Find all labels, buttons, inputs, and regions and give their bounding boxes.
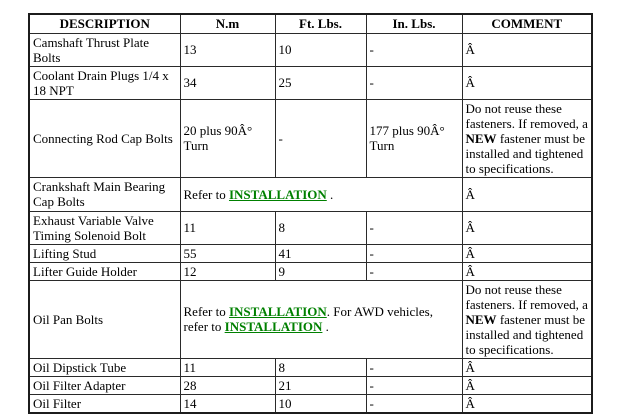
col-header-nm: N.m [180, 14, 275, 33]
cell-nm: 11 [180, 211, 275, 244]
installation-link[interactable]: INSTALLATION [224, 319, 323, 334]
cell-ftlbs: 41 [275, 244, 366, 262]
cell-description: Camshaft Thrust Plate Bolts [29, 33, 180, 66]
installation-link[interactable]: INSTALLATION [228, 186, 327, 202]
cell-nm: 28 [180, 376, 275, 394]
cell-inlbs: - [366, 262, 462, 280]
cell-refer-installation-awd [180, 280, 462, 358]
cell-nm: 11 [180, 358, 275, 376]
table-row-crankshaft-main-bearing-cap-bolts [29, 177, 592, 211]
cell-ftlbs: 8 [275, 358, 366, 376]
table-row-lifting-stud [29, 244, 592, 262]
cell-comment: Â [462, 66, 592, 99]
cell-description: Lifter Guide Holder [29, 262, 180, 280]
refer-text: . [326, 186, 334, 202]
cell-comment: Â [462, 177, 592, 211]
header-row [29, 14, 592, 33]
cell-comment: Â [462, 376, 592, 394]
cell-ftlbs: 9 [275, 262, 366, 280]
cell-description: Oil Pan Bolts [29, 280, 180, 358]
col-header-inlbs: In. Lbs. [366, 14, 462, 33]
cell-description: Coolant Drain Plugs 1/4 x 18 NPT [29, 66, 180, 99]
reuse-warning-text: Do not reuse these fasteners. If removed, a [465, 281, 588, 312]
refer-text: . [322, 319, 329, 334]
table-row-coolant-drain-plugs [29, 66, 592, 99]
col-header-ftlbs: Ft. Lbs. [275, 14, 366, 33]
cell-inlbs: - [366, 244, 462, 262]
cell-comment: Â [462, 358, 592, 376]
reuse-warning-bold: NEW [465, 311, 497, 327]
table-row-exhaust-vvt-solenoid-bolt [29, 211, 592, 244]
table-row-oil-filter-adapter [29, 376, 592, 394]
cell-inlbs: 177 plus 90Â° Turn [366, 99, 462, 177]
col-header-comment: COMMENT [462, 14, 592, 33]
cell-nm: 12 [180, 262, 275, 280]
cell-ftlbs: 10 [275, 33, 366, 66]
cell-comment: Â [462, 211, 592, 244]
cell-description: Oil Filter [29, 394, 180, 413]
document-page [0, 13, 634, 413]
cell-inlbs: - [366, 376, 462, 394]
cell-nm: 13 [180, 33, 275, 66]
cell-ftlbs: 21 [275, 376, 366, 394]
cell-ftlbs: 10 [275, 394, 366, 413]
cell-nm: 34 [180, 66, 275, 99]
cell-description: Oil Filter Adapter [29, 376, 180, 394]
refer-text: Refer to [183, 186, 229, 202]
cell-comment: Â [462, 244, 592, 262]
reuse-warning-text: Do not reuse these fasteners. If removed, a [465, 100, 588, 131]
cell-ftlbs: 25 [275, 66, 366, 99]
reuse-warning-bold: NEW [465, 130, 497, 146]
table-row-lifter-guide-holder [29, 262, 592, 280]
table-row-camshaft-thrust-plate-bolts [29, 33, 592, 66]
table-row-oil-pan-bolts [29, 280, 592, 358]
cell-comment: Â [462, 33, 592, 66]
reuse-warning-text: fastener must be installed and tightened to specifications. [465, 130, 586, 176]
installation-link[interactable]: INSTALLATION [228, 304, 327, 319]
cell-description: Connecting Rod Cap Bolts [29, 99, 180, 177]
cell-nm: 20 plus 90Â° Turn [180, 99, 275, 177]
cell-comment-reuse-warning [462, 99, 592, 177]
reuse-warning-text: fastener must be installed and tightened to specifications. [465, 311, 586, 357]
cell-description: Crankshaft Main Bearing Cap Bolts [29, 177, 180, 211]
col-header-description: DESCRIPTION [29, 14, 180, 33]
cell-ftlbs: 8 [275, 211, 366, 244]
refer-text: . For AWD vehicles, refer to [183, 304, 433, 334]
refer-text: Refer to [183, 304, 229, 319]
cell-description: Exhaust Variable Valve Timing Solenoid Bolt [29, 211, 180, 244]
cell-description: Lifting Stud [29, 244, 180, 262]
cell-comment: Â [462, 394, 592, 413]
cell-nm: 55 [180, 244, 275, 262]
cell-inlbs: - [366, 394, 462, 413]
table-row-oil-dipstick-tube [29, 358, 592, 376]
cell-inlbs: - [366, 211, 462, 244]
cell-comment: Â [462, 262, 592, 280]
cell-inlbs: - [366, 358, 462, 376]
table-row-connecting-rod-cap-bolts [29, 99, 592, 177]
table-row-oil-filter [29, 394, 592, 413]
cell-ftlbs: - [275, 99, 366, 177]
cell-description: Oil Dipstick Tube [29, 358, 180, 376]
torque-spec-table [28, 13, 593, 414]
cell-comment-reuse-warning [462, 280, 592, 358]
cell-nm: 14 [180, 394, 275, 413]
cell-refer-installation [180, 177, 462, 211]
cell-inlbs: - [366, 33, 462, 66]
cell-inlbs: - [366, 66, 462, 99]
